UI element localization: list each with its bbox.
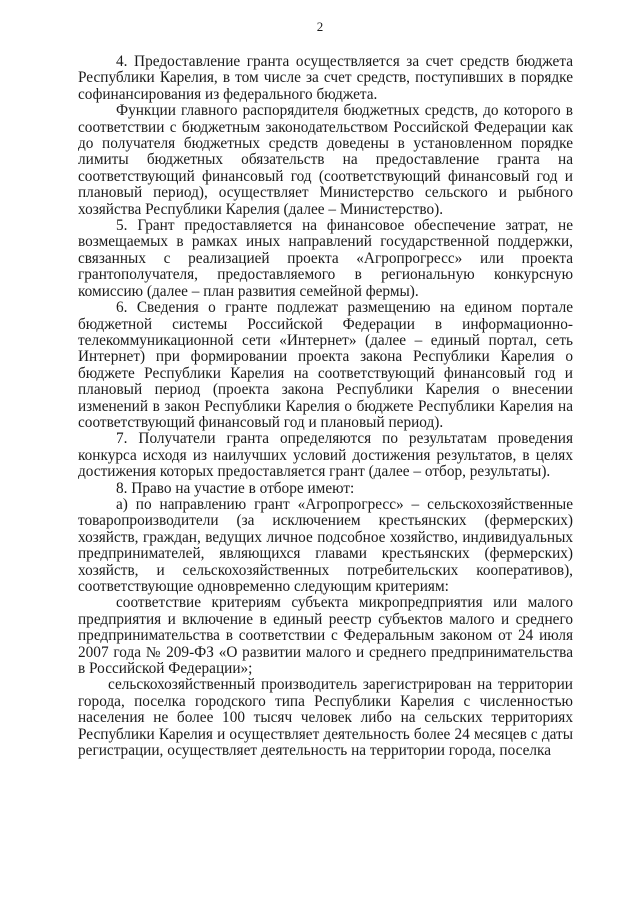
paragraph-criterion-registration: сельскохозяйственный производитель зарегистрирован на территории города, поселка городского типа Республики Карелия с численностью населения не более 100 тысяч человек либо на сельских территориях Республики Карелия и осуществляет деятельность более 24 месяцев с даты регистрации, осуществляет деятельность на территории города, поселка	[78, 676, 573, 760]
paragraph-4-funding-source: 4. Предоставление гранта осуществляется за счет средств бюджета Республики Карелия, в том числе за счет средств, поступивших в порядке софинансирования из федерального бюджета.	[78, 53, 573, 103]
paragraph-7-grant-recipients: 7. Получатели гранта определяются по результатам проведения конкурса исходя из наилучших условий достижения результатов, в целях достижения которых предоставляется грант (далее – отбор, результаты).	[78, 430, 573, 481]
document-body	[78, 54, 573, 759]
paragraph-6-grant-publication: 6. Сведения о гранте подлежат размещению на едином портале бюджетной системы Российской Федерации в информационно-телекоммуникационной сети «Интернет» (далее – единый портал, сеть Интернет) при формировании проекта закона Республики Карелия о бюджете Республики Карелия на соответствующий финансовый год и плановый период (проекта закона Республики Карелия о внесении изменений в закон Республики Карелия о бюджете Республики Карелия на соответствующий финансовый год и плановый период).	[78, 299, 573, 431]
paragraph-criterion-small-business: соответствие критериям субъекта микропредприятия или малого предприятия и включение в единый реестр субъектов малого и среднего предпринимательства в соответствии с Федеральным законом от 24 июля 2007 года № 209-ФЗ «О развитии малого и среднего предпринимательства в Российской Федерации»;	[78, 594, 573, 678]
paragraph-8a-agroprogress: а) по направлению грант «Агропрогресс» – сельскохозяйственные товаропроизводители (за исключением крестьянских (фермерских) хозяйств, граждан, ведущих личное подсобное хозяйство, индивидуальных предпринимателей, являющихся главами крестьянских (фермерских) хозяйств, и сельскохозяйственных потребительских кооперативов), соответствующие одновременно следующим критериям:	[78, 495, 573, 595]
page-number: 2	[316, 19, 324, 34]
paragraph-5-grant-purpose: 5. Грант предоставляется на финансовое обеспечение затрат, не возмещаемых в рамках иных направлений государственной поддержки, связанных с реализацией проекта «Агропрогресс» или проекта грантополучателя, предоставляемого в региональную конкурсную комиссию (далее – план развития семейной фермы).	[78, 217, 573, 300]
paragraph-budget-manager: Функции главного распорядителя бюджетных средств, до которого в соответствии с бюджетным законодательством Российской Федерации как до получателя бюджетных средств доведены в установленном порядке лимиты бюджетных обязательств на предоставление гранта на соответствующий финансовый год (соответствующий финансовый год и плановый период), осуществляет Министерство сельского и рыбного хозяйства Республики Карелия (далее – Министерство).	[78, 102, 573, 218]
paragraph-8-eligibility: 8. Право на участие в отборе имеют:	[116, 479, 355, 497]
